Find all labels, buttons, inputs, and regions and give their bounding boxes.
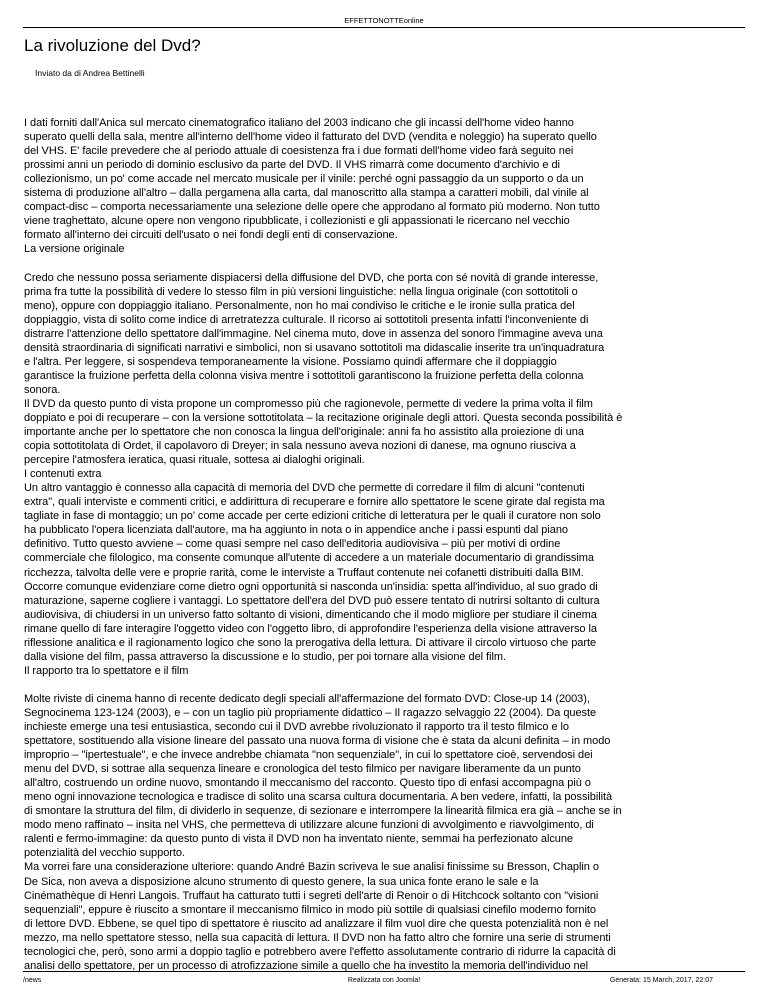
- text-line: audiovisiva, di chiudersi in un universo fatto soltanto di visioni, dimenticando che il modo migliore per studiare il cinema: [24, 608, 597, 621]
- text-line: Un altro vantaggio è connesso alla capacità di memoria del DVD che permette di corredare il film di alcuni "contenuti: [24, 482, 585, 495]
- text-line: meno), oppure con doppiaggio italiano. Personalmente, non ho mai condiviso le critiche e le ironie sulla pratica del: [24, 299, 575, 312]
- text-line: analisi dello spettatore, per un processo di atrofizzazione simile a quello che ha investito la memoria dell'individuo nel: [24, 959, 589, 972]
- text-line: La versione originale: [24, 243, 125, 256]
- text-line: percepire l'atmosfera ieratica, quasi rituale, sottesa ai dialoghi originali.: [24, 454, 365, 467]
- text-line: sistema di produzione all'altro – dalla pergamena alla carta, dal manoscritto alla stampa a caratteri mobili, dal vinile al: [24, 187, 589, 200]
- text-line: maturazione, saperne cogliere i vantaggi. Lo spettatore dell'era del DVD può essere tentato di nutrirsi soltanto di cultura: [24, 594, 600, 607]
- footer-generated-date: Generata: 15 March, 2017, 22:07: [609, 977, 713, 984]
- site-name: EFFETTONOTTEonline: [344, 16, 424, 25]
- text-line: De Sica, non aveva a disposizione alcuno strumento di questo genere, la sua unica fonte erano le sale e la: [24, 875, 539, 888]
- text-line: distrarre l'attenzione dello spettatore dall'immagine. Nel cinema muto, dove in assenza del sonoro l'immagine aveva una: [24, 327, 603, 340]
- text-line: Segnocinema 123-124 (2003), e – con un taglio più propriamente didattico – Il ragazzo selvaggio 22 (2004). Da queste: [24, 706, 597, 719]
- text-line: potenzialità del vecchio supporto.: [24, 847, 185, 860]
- text-line: prossimi anni un periodo di dominio esclusivo da parte del DVD. Il VHS rimarrà come documento d'archivio e di: [24, 159, 560, 172]
- text-line: di smontare la struttura del film, di dividerlo in sequenze, di sezionare e interrompere la linearità filmica era già – anche se in: [24, 805, 622, 818]
- text-line: commerciale che filologico, ma consente comunque all'utente di accedere a un materiale documentario di grandissima: [24, 552, 594, 565]
- text-line: prima fra tutte la possibilità di vedere lo stesso film in più versioni linguistiche: nella lingua originale (con sottotitoli o: [24, 285, 578, 298]
- text-line: rimane quello di fare interagire l'oggetto video con l'oggetto libro, di approfondire l'esperienza della visione attraverso la: [24, 622, 597, 635]
- article-byline: Inviato da di Andrea Bettinelli: [35, 68, 145, 78]
- paragraph-gap: [24, 678, 746, 692]
- text-line: garantisce la fruizione perfetta della colonna visiva mentre i sottotitoli garantiscono la fruizione perfetta della colonna: [24, 369, 584, 382]
- text-line: ricchezza, talvolta delle vere e proprie rarità, come le interviste a Truffaut contenute nei cofanetti distribuiti dalla BIM.: [24, 566, 584, 579]
- text-line: inchieste emerge una tesi entusiastica, secondo cui il DVD avrebbe rivoluzionato il rapporto tra il testo filmico e lo: [24, 721, 569, 734]
- text-line: Occorre comunque evidenziare come dietro ogni opportunità si nasconda un'insidia: spetta all'individuo, al suo grado di: [24, 580, 598, 593]
- text-line: tecnologici che, però, sono armi a doppio taglio e potrebbero avere l'effetto assolutamente contrario di ridurre la capacità di: [24, 945, 616, 958]
- text-line: meno ogni innovazione tecnologica e tradisce di solito una scarsa cultura documentaria. A ben vedere, infatti, la possibilità: [24, 791, 613, 804]
- footer-credit: Realizzata con Joomla!: [347, 977, 421, 984]
- text-line: definitivo. Tutto questo avviene – come quasi sempre nel caso dell'editoria audiovisiva – più per motivi di ordine: [24, 538, 561, 551]
- text-line: ha pubblicato l'opera licenziata dall'autore, ma ha aggiunto in nota o in appendice anche i passi espunti dal piano: [24, 524, 568, 537]
- text-line: doppiaggio, vista di solito come indice di arretratezza culturale. Il ricorso ai sottotitoli presenta infatti l'inconveniente di: [24, 313, 589, 326]
- text-line: di lettore DVD. Ebbene, se quel tipo di spettatore è riuscito ad analizzare il film vuol dire che questa potenzialità non è nel: [24, 917, 609, 930]
- text-line: doppiato e poi di recuperare – con la versione sottotitolata – la recitazione originale degli attori. Questa seconda possibilità è: [24, 411, 623, 424]
- text-line: Cinémathèque di Henri Langois. Truffaut ha catturato tutti i segreti dell'arte di Renoir o di Hitchcock soltanto con "visioni: [24, 889, 599, 902]
- article-title: La rivoluzione del Dvd?: [24, 36, 201, 55]
- text-line: formato all'interno dei circuiti dell'usato o nei fondi degli enti di conservazione.: [24, 229, 398, 242]
- text-line: sonora.: [24, 383, 61, 396]
- text-line: extra", quali interviste e commenti critici, e addirittura di recuperare e fornire allo spettatore le scene girate dal regista ma: [24, 496, 605, 509]
- text-line: tagliate in fase di montaggio; un po' come accade per certe edizioni critiche di letteratura per le quali il curatore non solo: [24, 510, 601, 523]
- text-line: Credo che nessuno possa seriamente dispiacersi della diffusione del DVD, che porta con sé novità di grande interesse,: [24, 271, 599, 284]
- text-line: Ma vorrei fare una considerazione ulteriore: quando André Bazin scriveva le sue analisi finissime su Bresson, Chaplin o: [24, 861, 599, 874]
- text-line: mezzo, ma nello spettatore stesso, nella sua capacità di lettura. Il DVD non ha fatto altro che fornire una serie di strumenti: [24, 931, 611, 944]
- text-line: importante anche per lo spettatore che non conosca la lingua dell'originale: anni fa ho assistito alla proiezione di una: [24, 426, 584, 439]
- header-divider: [23, 27, 745, 28]
- article-body: [24, 116, 746, 973]
- text-line: viene traghettato, alcune opere non vengono ripubblicate, i collezionisti e gli appassionati le ricercano nel vecchio: [24, 215, 570, 228]
- footer-path: /news: [23, 977, 42, 984]
- text-line: sequenziali", eppure è riuscito a smontare il meccanismo filmico in modo più sottile di qualsiasi cinefilo moderno fornito: [24, 903, 596, 916]
- text-line: all'altro, costruendo un ordine nuovo, smontando il meccanismo del racconto. Questo tipo di enfasi accompagna più o: [24, 777, 591, 790]
- text-line: superato quelli della sala, mentre all'interno dell'home video il fatturato del DVD (vendita e noleggio) ha superato quello: [24, 131, 597, 144]
- text-line: Molte riviste di cinema hanno di recente dedicato degli speciali all'affermazione del formato DVD: Close-up 14 (2003),: [24, 692, 590, 705]
- paragraph-gap: [24, 256, 746, 270]
- text-line: compact-disc – comporta necessariamente una selezione delle opere che approdano al formato più moderno. Non tutto: [24, 201, 600, 214]
- text-line: menu del DVD, si sottrae alla sequenza lineare e cronologica del testo filmico per navigare liberamente da un punto: [24, 763, 581, 776]
- text-line: e l'altra. Per leggere, si sospendeva temporaneamente la visione. Possiamo quindi affermare che il doppiaggio: [24, 355, 557, 368]
- text-line: I dati forniti dall'Anica sul mercato cinematografico italiano del 2003 indicano che gli incassi dell'home video hanno: [24, 117, 574, 129]
- text-line: copia sottotitolata di Ordet, il capolavoro di Dreyer; in sala nessuno aveva nozioni di danese, ma ognuno riusciva a: [24, 440, 576, 453]
- text-line: del VHS. E' facile prevedere che al periodo attuale di coesistenza fra i due formati dell'home video farà seguito nei: [24, 145, 574, 158]
- footer-divider: [23, 971, 745, 972]
- text-line: dalla visione del film, passa attraverso la discussione e lo studio, per poi tornare alla visione del film.: [24, 650, 506, 663]
- text-line: improprio – "ipertestuale", e che invece andrebbe chiamata "non sequenziale", in cui lo spettatore cioè, servendosi dei: [24, 749, 593, 762]
- text-line: Il rapporto tra lo spettatore e il film: [24, 664, 189, 677]
- text-line: I contenuti extra: [24, 468, 102, 481]
- text-line: ralenti e fermo-immagine: da questo punto di vista il DVD non ha inventato niente, semmai ha perfezionato alcune: [24, 833, 573, 846]
- text-line: Il DVD da questo punto di vista propone un compromesso più che ragionevole, permette di vedere la prima volta il film: [24, 397, 593, 410]
- text-line: spettatore, sostituendo alla visione lineare del passato una nuova forma di visione che è stata da alcuni definita – in modo: [24, 735, 611, 748]
- text-line: riflessione analitica e il ragionamento logico che sono la prerogativa della lettura. Di attivare il circolo virtuoso che parte: [24, 636, 597, 649]
- text-line: densità straordinaria di significati narrativi e simbolici, non si usavano sottotitoli ma didascalie inserite tra un'inquadratura: [24, 341, 605, 354]
- text-line: modo meno raffinato – insita nel VHS, che permetteva di utilizzare alcune funzioni di avvolgimento e riavvolgimento, di: [24, 819, 594, 832]
- text-line: collezionismo, un po' come accade nel mercato musicale per il vinile: perché ogni passaggio da un supporto o da un: [24, 173, 584, 186]
